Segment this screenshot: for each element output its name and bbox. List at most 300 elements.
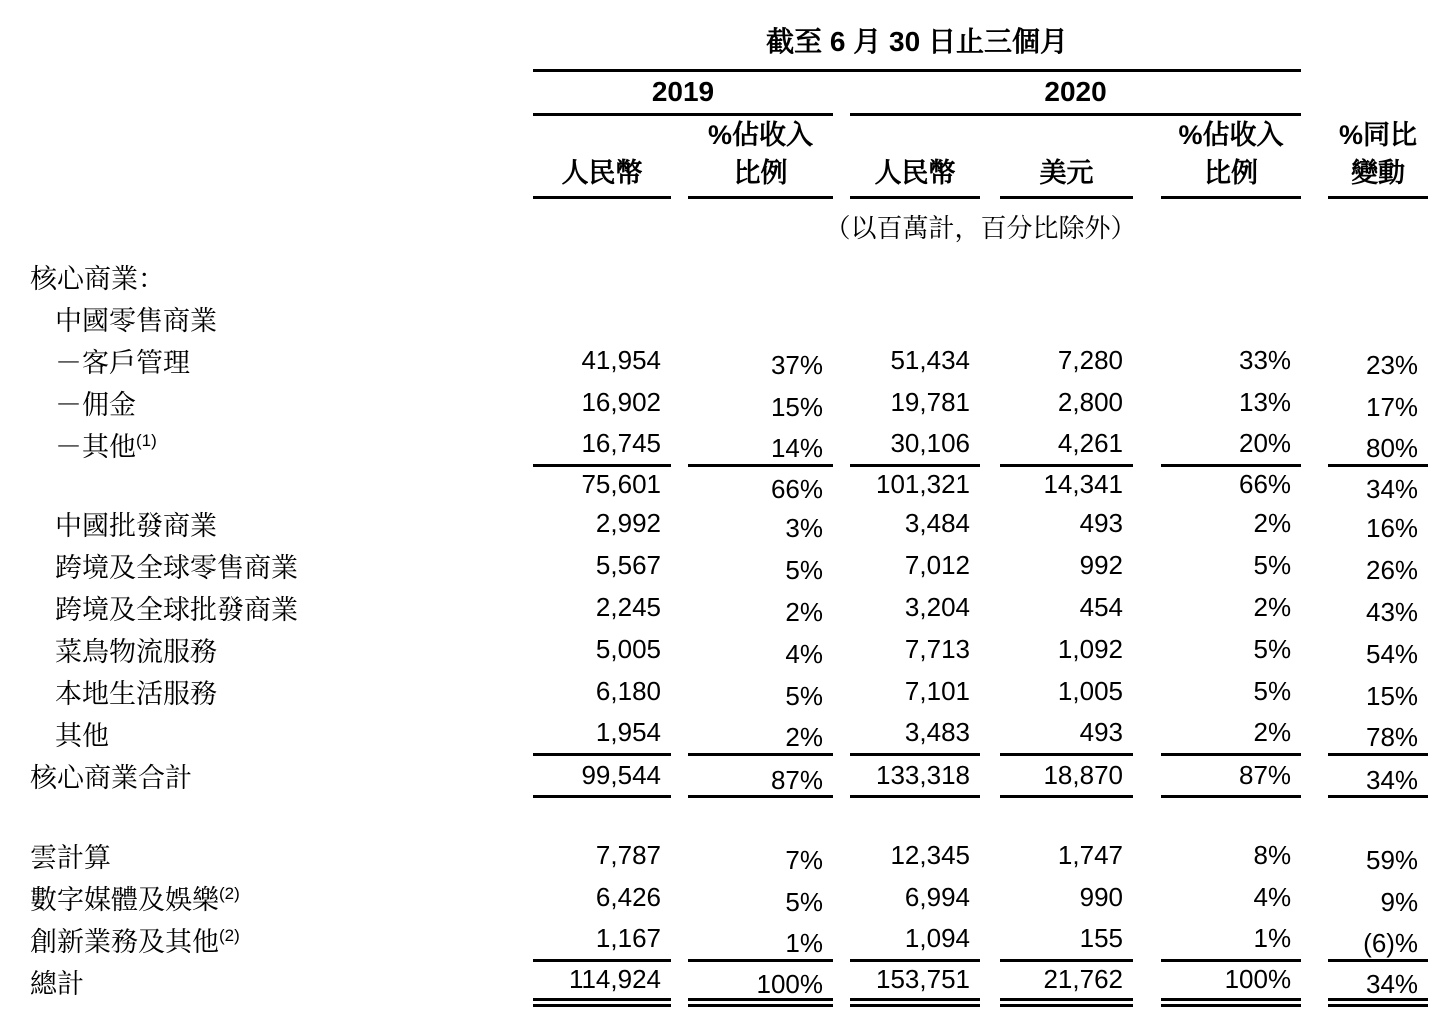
value-yoy-change: 34% <box>1366 473 1419 504</box>
cell-usd-2020 <box>1000 255 1133 297</box>
row-label-cell <box>30 960 533 1002</box>
table-row <box>30 712 1428 754</box>
value-rmb-2019: 16,902 <box>581 386 661 417</box>
value-usd-2020: 493 <box>1079 507 1123 538</box>
spacer-cell <box>1133 628 1161 670</box>
spacer-cell <box>671 712 688 754</box>
spacer-cell <box>671 423 688 465</box>
value-pct-revenue-2020: 5% <box>1253 675 1292 706</box>
cell-yoy-change <box>1328 465 1428 502</box>
value-pct-revenue-2019: 15% <box>770 391 823 422</box>
year-2019-header: 2019 <box>533 71 833 115</box>
cell-yoy-change <box>1328 381 1428 423</box>
table-row <box>30 423 1428 465</box>
value-pct-revenue-2019: 2% <box>785 721 823 752</box>
cell-rmb-2019 <box>533 670 671 712</box>
spacer-cell <box>1301 502 1328 544</box>
cell-yoy-change <box>1328 876 1428 918</box>
cell-rmb-2020 <box>850 297 980 339</box>
spacer-cell <box>1133 754 1161 796</box>
header-usd-2020-label: 美元 <box>1039 158 1094 188</box>
row-label-cell <box>30 834 533 876</box>
spacer-cell <box>833 381 850 423</box>
row-label: －佣金 <box>55 389 136 420</box>
footnote-marker: (2) <box>219 925 240 945</box>
value-rmb-2020: 51,434 <box>890 344 970 375</box>
spacer-cell <box>1301 255 1328 297</box>
row-label-cell <box>30 502 533 544</box>
cell-rmb-2019 <box>533 628 671 670</box>
spacer-cell <box>833 502 850 544</box>
cell-rmb-2020 <box>850 834 980 876</box>
header-rmb-2019-label: 人民幣 <box>561 158 643 188</box>
value-pct-revenue-2020: 13% <box>1239 386 1292 417</box>
cell-pct-revenue-2019 <box>688 628 833 670</box>
spacer-cell <box>671 381 688 423</box>
spacer-cell <box>833 754 850 796</box>
value-pct-revenue-2020: 5% <box>1253 549 1292 580</box>
row-label-cell <box>30 381 533 423</box>
spacer-cell <box>1133 918 1161 960</box>
cell-pct-revenue-2020 <box>1161 960 1301 1002</box>
cell-usd-2020 <box>1000 960 1133 1002</box>
value-rmb-2019: 1,167 <box>595 922 661 953</box>
spacer-cell <box>1133 586 1161 628</box>
spacer-cell <box>1301 339 1328 381</box>
row-label-cell <box>30 544 533 586</box>
cell-rmb-2020 <box>850 465 980 502</box>
spacer-cell <box>833 876 850 918</box>
value-pct-revenue-2020: 2% <box>1253 507 1292 538</box>
year-2020-header: 2020 <box>850 71 1301 115</box>
value-rmb-2019: 5,005 <box>595 633 661 664</box>
spacer-cell <box>1133 960 1161 1002</box>
value-pct-revenue-2019: 66% <box>770 473 823 504</box>
value-yoy-change: 15% <box>1366 680 1419 711</box>
cell-pct-revenue-2020 <box>1161 628 1301 670</box>
value-usd-2020: 1,092 <box>1057 633 1123 664</box>
value-rmb-2019: 6,426 <box>595 881 661 912</box>
value-rmb-2019: 1,954 <box>595 716 661 747</box>
value-pct-revenue-2019: 14% <box>770 432 823 463</box>
table-row <box>30 255 1428 297</box>
units-note: （以百萬計，百分比除外） <box>824 213 1137 243</box>
value-rmb-2020: 1,094 <box>904 922 970 953</box>
row-label-cell <box>30 586 533 628</box>
value-pct-revenue-2019: 3% <box>785 512 823 543</box>
row-label: 本地生活服務 <box>55 678 217 709</box>
header-pct-revenue-2019 <box>688 115 833 198</box>
spacer-cell <box>833 586 850 628</box>
value-rmb-2020: 101,321 <box>876 468 970 499</box>
row-label: 數字媒體及娛樂 <box>30 884 219 915</box>
value-usd-2020: 990 <box>1079 881 1123 912</box>
cell-rmb-2019 <box>533 876 671 918</box>
spacer-cell <box>671 834 688 876</box>
spacer-cell <box>1133 115 1161 198</box>
value-rmb-2020: 3,483 <box>904 716 970 747</box>
spacer-cell <box>980 502 1000 544</box>
cell-pct-revenue-2020 <box>1161 586 1301 628</box>
value-rmb-2020: 19,781 <box>890 386 970 417</box>
spacer-cell <box>1133 255 1161 297</box>
cell-rmb-2020 <box>850 423 980 465</box>
row-label: 跨境及全球零售商業 <box>55 552 298 583</box>
cell-usd-2020 <box>1000 834 1133 876</box>
cell-rmb-2019 <box>533 255 671 297</box>
value-rmb-2019: 114,924 <box>568 964 661 994</box>
cell-usd-2020 <box>1000 712 1133 754</box>
column-header-row <box>30 115 1428 198</box>
row-label: 中國批發商業 <box>55 510 217 541</box>
value-yoy-change: 80% <box>1366 432 1419 463</box>
spacer-cell <box>1133 423 1161 465</box>
value-usd-2020: 18,870 <box>1043 759 1123 790</box>
value-pct-revenue-2019: 5% <box>785 886 823 917</box>
value-pct-revenue-2020: 8% <box>1253 839 1292 870</box>
spacer-cell <box>980 115 1000 198</box>
value-rmb-2020: 7,101 <box>904 675 970 706</box>
value-usd-2020: 4,261 <box>1057 427 1123 458</box>
spacer-cell <box>980 754 1000 796</box>
spacer-cell <box>671 960 688 1002</box>
spacer-cell <box>1328 71 1428 115</box>
cell-rmb-2019 <box>533 754 671 796</box>
cell-rmb-2020 <box>850 670 980 712</box>
header-yoy-line2: 變動 <box>1351 158 1406 188</box>
header-rmb-2020 <box>850 115 980 198</box>
row-label-cell <box>30 423 533 465</box>
spacer-cell <box>1133 670 1161 712</box>
value-pct-revenue-2019: 100% <box>756 969 823 999</box>
spacer-cell <box>833 423 850 465</box>
cell-yoy-change <box>1328 960 1428 1002</box>
cell-rmb-2020 <box>850 754 980 796</box>
cell-pct-revenue-2019 <box>688 465 833 502</box>
cell-yoy-change <box>1328 628 1428 670</box>
cell-pct-revenue-2020 <box>1161 712 1301 754</box>
cell-pct-revenue-2020 <box>1161 465 1301 502</box>
units-note-row <box>30 198 1428 256</box>
value-yoy-change: 23% <box>1366 349 1419 380</box>
spacer-cell <box>833 960 850 1002</box>
cell-pct-revenue-2019 <box>688 918 833 960</box>
cell-usd-2020 <box>1000 670 1133 712</box>
spacer-cell <box>1301 670 1328 712</box>
value-pct-revenue-2019: 7% <box>785 844 823 875</box>
spacer-cell <box>1301 918 1328 960</box>
spacer-cell <box>30 20 533 71</box>
spacer-cell <box>980 339 1000 381</box>
cell-rmb-2019 <box>533 423 671 465</box>
cell-rmb-2019 <box>533 960 671 1002</box>
table-row <box>30 918 1428 960</box>
table-row <box>30 628 1428 670</box>
value-yoy-change: 34% <box>1366 969 1419 999</box>
spacer-cell <box>671 544 688 586</box>
spacer-cell <box>980 960 1000 1002</box>
spacer-cell <box>980 628 1000 670</box>
cell-pct-revenue-2019 <box>688 670 833 712</box>
spacer-cell <box>833 71 850 115</box>
spacer-cell <box>30 71 533 115</box>
value-pct-revenue-2019: 1% <box>785 927 823 958</box>
value-usd-2020: 454 <box>1079 591 1123 622</box>
value-pct-revenue-2020: 1% <box>1253 922 1292 953</box>
value-pct-revenue-2020: 100% <box>1224 964 1292 994</box>
cell-rmb-2020 <box>850 586 980 628</box>
spacer-cell <box>1133 834 1161 876</box>
cell-yoy-change <box>1328 297 1428 339</box>
spacer-cell <box>671 586 688 628</box>
row-label: －客戶管理 <box>55 347 190 378</box>
value-yoy-change: 54% <box>1366 638 1419 669</box>
value-rmb-2019: 7,787 <box>595 839 661 870</box>
value-yoy-change: 16% <box>1366 512 1419 543</box>
cell-pct-revenue-2020 <box>1161 754 1301 796</box>
row-label-cell <box>30 754 533 796</box>
table-row <box>30 670 1428 712</box>
cell-yoy-change <box>1328 834 1428 876</box>
cell-usd-2020 <box>1000 918 1133 960</box>
spacer-cell <box>671 297 688 339</box>
table-row <box>30 297 1428 339</box>
table-row <box>30 960 1428 1002</box>
header-usd-2020 <box>1000 115 1133 198</box>
spacer-cell <box>671 465 688 502</box>
cell-pct-revenue-2019 <box>688 297 833 339</box>
header-yoy-change <box>1328 115 1428 198</box>
value-usd-2020: 2,800 <box>1057 386 1123 417</box>
value-yoy-change: 34% <box>1366 764 1419 795</box>
cell-yoy-change <box>1328 423 1428 465</box>
spacer-cell <box>980 918 1000 960</box>
value-rmb-2020: 133,318 <box>876 759 970 790</box>
value-usd-2020: 1,747 <box>1057 839 1123 870</box>
header-pct-2020-line2: 比例 <box>1204 158 1259 188</box>
spacer-cell <box>1133 297 1161 339</box>
spacer-cell <box>671 670 688 712</box>
footnote-marker: (1) <box>136 430 157 450</box>
row-label: 跨境及全球批發商業 <box>55 594 298 625</box>
cell-pct-revenue-2019 <box>688 381 833 423</box>
spacer-cell <box>671 754 688 796</box>
row-label: 總計 <box>30 968 84 999</box>
footnote-marker: (2) <box>219 883 240 903</box>
value-yoy-change: 17% <box>1366 391 1419 422</box>
spacer-cell <box>1301 834 1328 876</box>
cell-rmb-2020 <box>850 381 980 423</box>
cell-rmb-2019 <box>533 381 671 423</box>
cell-pct-revenue-2020 <box>1161 381 1301 423</box>
cell-rmb-2019 <box>533 339 671 381</box>
cell-yoy-change <box>1328 918 1428 960</box>
cell-rmb-2020 <box>850 960 980 1002</box>
table-row <box>30 381 1428 423</box>
period-title: 截至 6 月 30 日止三個月 <box>533 20 1301 71</box>
cell-usd-2020 <box>1000 754 1133 796</box>
spacer-cell <box>671 876 688 918</box>
spacer-cell <box>833 465 850 502</box>
spacer-cell <box>980 876 1000 918</box>
cell-yoy-change <box>1328 255 1428 297</box>
spacer-cell <box>833 628 850 670</box>
cell-pct-revenue-2020 <box>1161 423 1301 465</box>
table-header <box>30 20 1428 255</box>
row-label: －其他 <box>55 431 136 462</box>
table-row <box>30 502 1428 544</box>
cell-rmb-2019 <box>533 918 671 960</box>
value-yoy-change: 59% <box>1366 844 1419 875</box>
table-row <box>30 876 1428 918</box>
table-row <box>30 834 1428 876</box>
header-pct-2020-line1: %佔收入 <box>1178 120 1284 150</box>
value-rmb-2020: 6,994 <box>904 881 970 912</box>
value-yoy-change: 26% <box>1366 554 1419 585</box>
value-rmb-2020: 3,204 <box>904 591 970 622</box>
spacer-cell <box>833 834 850 876</box>
cell-rmb-2019 <box>533 297 671 339</box>
cell-rmb-2019 <box>533 834 671 876</box>
value-usd-2020: 155 <box>1079 922 1123 953</box>
spacer-cell <box>1301 71 1328 115</box>
value-pct-revenue-2020: 2% <box>1253 716 1292 747</box>
value-rmb-2019: 5,567 <box>595 549 661 580</box>
value-pct-revenue-2020: 5% <box>1253 633 1292 664</box>
row-label-cell <box>30 297 533 339</box>
row-label: 雲計算 <box>30 842 111 873</box>
cell-yoy-change <box>1328 544 1428 586</box>
cell-rmb-2020 <box>850 876 980 918</box>
cell-pct-revenue-2020 <box>1161 834 1301 876</box>
value-yoy-change: 78% <box>1366 721 1419 752</box>
spacer-cell <box>980 544 1000 586</box>
value-usd-2020: 21,762 <box>1043 964 1123 994</box>
spacer-cell <box>980 297 1000 339</box>
spacer-cell <box>980 712 1000 754</box>
spacer-cell <box>833 255 850 297</box>
cell-rmb-2019 <box>533 586 671 628</box>
spacer-cell <box>980 255 1000 297</box>
cell-pct-revenue-2019 <box>688 502 833 544</box>
cell-pct-revenue-2020 <box>1161 502 1301 544</box>
cell-usd-2020 <box>1000 628 1133 670</box>
spacer-cell <box>1133 339 1161 381</box>
cell-rmb-2019 <box>533 544 671 586</box>
spacer-cell <box>1133 876 1161 918</box>
row-label: 其他 <box>55 720 109 751</box>
spacer-cell <box>1301 960 1328 1002</box>
header-pct-revenue-2020 <box>1161 115 1301 198</box>
value-rmb-2020: 30,106 <box>890 427 970 458</box>
cell-rmb-2020 <box>850 918 980 960</box>
spacer-cell <box>1133 465 1161 502</box>
cell-pct-revenue-2019 <box>688 876 833 918</box>
row-label-cell <box>30 918 533 960</box>
spacer-cell <box>1301 381 1328 423</box>
spacer-cell <box>671 918 688 960</box>
spacer-cell <box>833 544 850 586</box>
value-rmb-2019: 99,544 <box>581 759 661 790</box>
spacer-cell <box>833 712 850 754</box>
cell-yoy-change <box>1328 586 1428 628</box>
spacer-cell <box>833 115 850 198</box>
period-title-row <box>30 20 1428 71</box>
cell-usd-2020 <box>1000 423 1133 465</box>
cell-rmb-2020 <box>850 628 980 670</box>
row-label: 創新業務及其他 <box>30 926 219 957</box>
spacer-cell <box>833 339 850 381</box>
table-row <box>30 339 1428 381</box>
value-pct-revenue-2019: 37% <box>770 349 823 380</box>
value-rmb-2020: 7,713 <box>904 633 970 664</box>
cell-pct-revenue-2019 <box>688 339 833 381</box>
cell-pct-revenue-2019 <box>688 834 833 876</box>
value-rmb-2019: 75,601 <box>581 468 661 499</box>
cell-pct-revenue-2019 <box>688 712 833 754</box>
cell-pct-revenue-2019 <box>688 544 833 586</box>
spacer-cell <box>980 586 1000 628</box>
cell-pct-revenue-2019 <box>688 754 833 796</box>
value-pct-revenue-2019: 4% <box>785 638 823 669</box>
cell-yoy-change <box>1328 754 1428 796</box>
spacer-cell <box>980 423 1000 465</box>
cell-rmb-2020 <box>850 502 980 544</box>
cell-rmb-2020 <box>850 544 980 586</box>
cell-pct-revenue-2019 <box>688 586 833 628</box>
value-usd-2020: 493 <box>1079 716 1123 747</box>
cell-yoy-change <box>1328 502 1428 544</box>
spacer-cell <box>1301 20 1328 71</box>
value-rmb-2020: 153,751 <box>876 964 970 994</box>
value-rmb-2020: 12,345 <box>890 839 970 870</box>
spacer-cell <box>30 796 1428 834</box>
cell-usd-2020 <box>1000 297 1133 339</box>
cell-pct-revenue-2019 <box>688 960 833 1002</box>
table-body <box>30 255 1428 1002</box>
spacer-cell <box>980 381 1000 423</box>
value-pct-revenue-2020: 2% <box>1253 591 1292 622</box>
year-row <box>30 71 1428 115</box>
spacer-cell <box>980 465 1000 502</box>
value-usd-2020: 992 <box>1079 549 1123 580</box>
value-pct-revenue-2020: 87% <box>1239 759 1292 790</box>
value-yoy-change: (6)% <box>1363 927 1419 958</box>
cell-pct-revenue-2020 <box>1161 876 1301 918</box>
spacer-cell <box>1301 586 1328 628</box>
cell-pct-revenue-2020 <box>1161 339 1301 381</box>
spacer-cell <box>1301 544 1328 586</box>
spacer-cell <box>1133 544 1161 586</box>
value-rmb-2019: 16,745 <box>581 427 661 458</box>
header-rmb-2019 <box>533 115 671 198</box>
header-rmb-2020-label: 人民幣 <box>874 158 956 188</box>
cell-pct-revenue-2019 <box>688 255 833 297</box>
spacer-cell <box>1328 20 1428 71</box>
row-label: 核心商業合計 <box>30 762 192 793</box>
spacer-cell <box>30 115 533 198</box>
value-pct-revenue-2020: 66% <box>1239 468 1292 499</box>
spacer-cell <box>1301 712 1328 754</box>
spacer-cell <box>980 670 1000 712</box>
cell-rmb-2020 <box>850 712 980 754</box>
cell-usd-2020 <box>1000 381 1133 423</box>
cell-pct-revenue-2020 <box>1161 255 1301 297</box>
value-rmb-2019: 41,954 <box>581 344 661 375</box>
cell-yoy-change <box>1328 712 1428 754</box>
value-pct-revenue-2019: 2% <box>785 596 823 627</box>
cell-rmb-2020 <box>850 255 980 297</box>
